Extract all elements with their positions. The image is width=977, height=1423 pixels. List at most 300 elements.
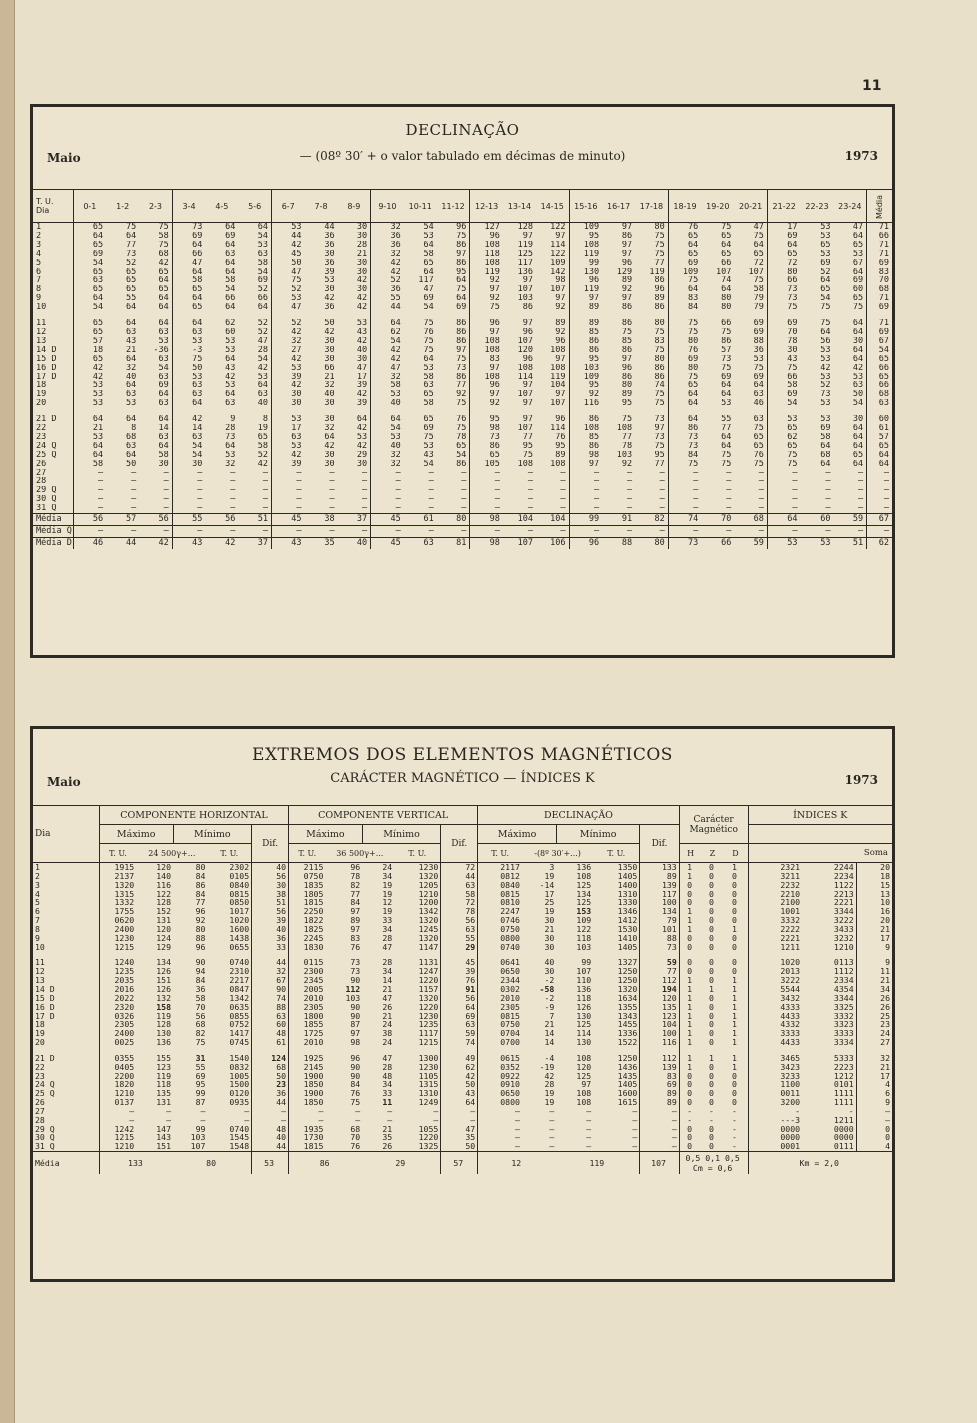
extreme-value-cell: 2345: [289, 976, 326, 985]
extreme-value-cell: 18: [856, 872, 892, 881]
day-row: [33, 967, 892, 976]
hour-value-cell: 117: [517, 258, 533, 268]
spacer-cell: [701, 408, 734, 415]
extreme-value-cell: 1: [708, 1053, 714, 1063]
hour-value-cell: 53: [257, 372, 268, 382]
hour-value-cell: 64: [172, 241, 205, 250]
extreme-value-cell: 63: [441, 881, 478, 890]
hour-value-cell: —: [362, 468, 368, 478]
day-cell: 24 Q: [35, 1080, 55, 1090]
extreme-value-cell: 20: [856, 863, 892, 872]
extreme-value-cell: 21: [856, 976, 892, 985]
hour-value-cell: 75: [456, 354, 467, 364]
hour-value-cell: 52: [271, 285, 304, 294]
hour-value-cell: —: [758, 486, 764, 496]
extreme-value-cell: 1336: [617, 1029, 638, 1039]
hour-value-cell: 65: [852, 294, 864, 304]
day-mean-cell: —: [867, 504, 892, 513]
hour-value-cell: 30: [324, 450, 335, 460]
extreme-value-cell: 112: [345, 984, 361, 994]
extreme-value-cell: 1: [679, 1029, 701, 1038]
hour-value-cell: —: [726, 477, 732, 487]
extreme-value-cell: 1935: [289, 1125, 326, 1134]
day-row: [33, 1003, 892, 1012]
hour-value-cell: 32: [371, 451, 404, 460]
extreme-value-cell: 1105: [418, 1071, 439, 1081]
hour-value-cell: 42: [371, 259, 404, 268]
hour-value-cell: 70: [767, 328, 800, 337]
hour-value-cell: 42: [356, 390, 368, 400]
hour-value-cell: 54: [73, 259, 106, 268]
hour-value-cell: 75: [668, 460, 701, 469]
extreme-value-cell: 1634: [617, 993, 638, 1003]
hour-value-cell: —: [271, 486, 304, 495]
extreme-value-cell: 0: [679, 934, 701, 943]
extreme-value-cell: 120: [156, 924, 172, 934]
day-cell: 10: [35, 942, 45, 952]
hour-value-cell: 69: [721, 372, 732, 382]
day-row: [33, 1020, 892, 1029]
hour-value-cell: 32: [225, 459, 236, 469]
hour-value-cell: 64: [721, 285, 732, 295]
day-cell: 27: [35, 1106, 45, 1116]
hour-value-cell: 80: [767, 268, 800, 277]
extreme-value-cell: —: [433, 1115, 439, 1125]
hour-value-cell: 32: [371, 250, 404, 259]
extreme-value-cell: 64: [441, 1098, 478, 1107]
extreme-value-cell: 134: [156, 958, 172, 968]
hour-value-cell: 30: [324, 336, 335, 346]
hour-value-cell: 64: [225, 267, 236, 277]
hour-value-cell: 54: [456, 450, 467, 460]
day-cell: 22: [36, 424, 47, 433]
mean-value-cell: 59: [834, 514, 867, 526]
extreme-value-cell: 0: [679, 958, 701, 967]
spacer-cell: [701, 951, 723, 958]
extreme-value-cell: 1850: [289, 1080, 326, 1089]
day-row: [33, 1107, 892, 1116]
spacer-cell: [394, 1047, 441, 1054]
day-row: [33, 872, 892, 881]
day-cell: 31 Q: [36, 504, 57, 514]
hour-value-cell: 53: [371, 390, 404, 399]
hour-value-cell: —: [857, 468, 864, 478]
hour-value-cell: 44: [324, 222, 335, 232]
hour-value-cell: 108: [569, 424, 602, 433]
extreme-value-cell: —: [200, 1106, 206, 1116]
hour-value-cell: 64: [73, 415, 106, 424]
hour-value-cell: 30: [271, 399, 304, 408]
hour-value-cell: 64: [721, 441, 732, 451]
hour-value-cell: 58: [172, 276, 205, 285]
day-cell: 1: [35, 862, 40, 872]
hour-value-cell: 96: [621, 363, 633, 373]
spacer-cell: [679, 1047, 701, 1054]
extremes-mean-row: [33, 1152, 892, 1175]
hour-value-cell: —: [172, 495, 205, 504]
extreme-value-cell: 0750: [478, 1020, 522, 1029]
spacer-cell: [867, 408, 892, 415]
spacer-cell: [173, 951, 207, 958]
hour-value-cell: 53: [73, 399, 106, 408]
hour-value-cell: 36: [324, 231, 335, 241]
hour-value-cell: 86: [569, 442, 602, 451]
mean-value-cell: 70: [701, 514, 734, 526]
hour-value-cell: 86: [456, 319, 467, 328]
spacer-cell: [602, 408, 635, 415]
hour-value-cell: 73: [668, 442, 701, 451]
spacer-cell: [338, 312, 371, 319]
spacer-cell: [593, 951, 640, 958]
extreme-value-cell: 0: [708, 1029, 714, 1039]
day-cell: 12: [35, 967, 45, 977]
mean-value-cell: 40: [338, 538, 371, 550]
hour-value-cell: 65: [852, 240, 864, 250]
extreme-value-cell: 109: [576, 916, 592, 925]
hour-value-cell: —: [659, 504, 665, 514]
day-row: [33, 1012, 892, 1021]
hour-value-cell: 95: [654, 450, 665, 460]
extreme-value-cell: 0: [708, 1062, 714, 1072]
extreme-value-cell: 1220: [418, 976, 439, 985]
day-cell: 4: [35, 889, 40, 899]
spacer-cell: [802, 951, 856, 958]
hour-value-cell: 95: [555, 441, 566, 451]
day-row: [33, 399, 892, 408]
dia-header: Dia: [36, 206, 50, 215]
hour-value-cell: 64: [225, 258, 236, 268]
hour-value-cell: 128: [517, 222, 533, 232]
extreme-value-cell: 1500: [229, 1080, 250, 1090]
extreme-value-cell: 99: [195, 1124, 206, 1134]
extreme-value-cell: —: [166, 1115, 172, 1125]
hour-value-cell: 64: [852, 459, 864, 469]
extreme-value-cell: 62: [441, 1063, 478, 1072]
extreme-value-cell: 2035: [99, 976, 136, 985]
hour-value-cell: 40: [257, 399, 268, 409]
mean-value-cell: —: [503, 526, 536, 538]
spacer-cell: [640, 1047, 679, 1054]
extreme-value-cell: 3211: [748, 872, 802, 881]
hour-value-cell: 64: [371, 415, 404, 424]
spacer-cell: [238, 408, 271, 415]
mean-row: [33, 514, 892, 526]
day-cell: 16 D: [36, 363, 57, 373]
extreme-value-cell: 0840: [478, 881, 522, 890]
day-cell: 29 Q: [35, 1124, 55, 1134]
extreme-value-cell: —: [289, 1116, 326, 1125]
z-header: Z: [701, 844, 723, 863]
hour-value-cell: —: [262, 477, 268, 487]
day-cell: 13: [36, 336, 47, 346]
hour-value-cell: —: [726, 495, 732, 505]
hour-value-cell: 40: [324, 390, 335, 400]
hour-value-cell: 78: [456, 432, 467, 442]
hour-value-cell: 69: [668, 355, 701, 364]
extreme-value-cell: 28: [382, 958, 393, 968]
hour-value-cell: 69: [423, 294, 434, 304]
extreme-value-cell: 1215: [418, 1038, 439, 1047]
extreme-value-cell: 28: [382, 933, 393, 943]
extreme-value-cell: 1211: [748, 943, 802, 952]
extreme-value-cell: 1242: [99, 1125, 136, 1134]
spacer-cell: [802, 1047, 856, 1054]
extreme-value-cell: 1405: [617, 1080, 638, 1090]
extreme-value-cell: 1210: [99, 1142, 136, 1151]
extreme-value-cell: 1330: [617, 898, 638, 908]
extreme-value-cell: -: [732, 1133, 737, 1143]
extreme-value-cell: 36: [195, 984, 206, 994]
day-row: [33, 504, 892, 513]
hour-value-cell: 64: [753, 240, 764, 250]
hour-value-cell: 75: [423, 336, 434, 346]
mean-value-cell: —: [569, 526, 602, 538]
day-row: [33, 294, 892, 303]
extreme-value-cell: 4332: [748, 1020, 802, 1029]
day-mean-cell: 69: [867, 328, 892, 337]
hour-value-cell: 53: [271, 415, 304, 424]
mean-label-cell: Média: [33, 514, 73, 526]
hour-value-cell: —: [131, 486, 137, 496]
hour-value-cell: 130: [569, 268, 602, 277]
extreme-value-cell: 90: [350, 976, 361, 985]
mean-value-cell: 106: [536, 538, 569, 550]
extreme-value-cell: 108: [576, 871, 592, 881]
extreme-value-cell: -4: [544, 1053, 555, 1063]
extreme-value-cell: 11: [856, 967, 892, 976]
hour-value-cell: 69: [852, 276, 864, 286]
extreme-value-cell: 2016: [99, 985, 136, 994]
extreme-value-cell: 10: [856, 898, 892, 907]
extreme-value-cell: 0: [732, 958, 737, 968]
hour-value-cell: —: [527, 477, 533, 487]
declination-hourly-table: [33, 189, 892, 549]
mean-value-cell: 43: [172, 538, 205, 550]
hour-value-cell: 64: [721, 381, 732, 391]
extreme-value-cell: 133: [640, 863, 679, 872]
hour-value-cell: —: [271, 477, 304, 486]
extreme-value-cell: 1315: [418, 1080, 439, 1090]
hour-value-cell: 58: [257, 258, 268, 268]
hour-value-cell: 86: [456, 372, 467, 382]
hour-header: 6-7: [271, 190, 304, 223]
hour-value-cell: 64: [852, 354, 864, 364]
hour-value-cell: 75: [271, 276, 304, 285]
hour-value-cell: 97: [569, 460, 602, 469]
day-mean-cell: —: [867, 469, 892, 478]
hour-value-cell: 75: [654, 231, 665, 241]
hour-value-cell: 96: [654, 285, 665, 295]
extreme-value-cell: 1: [732, 976, 737, 985]
hour-value-cell: 86: [456, 258, 467, 268]
hour-value-cell: 53: [356, 432, 368, 442]
hour-value-cell: 97: [456, 249, 467, 259]
hour-value-cell: 60: [852, 285, 864, 295]
extreme-value-cell: 2210: [748, 890, 802, 899]
day-row: [33, 916, 892, 925]
mean-value-cell: 80: [635, 538, 668, 550]
extreme-value-cell: 114: [576, 1029, 592, 1039]
hour-value-cell: 52: [820, 381, 831, 391]
hour-value-cell: 53: [73, 433, 106, 442]
hour-value-cell: 65: [820, 285, 831, 295]
day-mean-cell: 67: [867, 337, 892, 346]
hour-value-cell: 75: [470, 303, 503, 312]
day-cell: 10: [36, 303, 47, 313]
mean-label-cell: Média Q: [33, 526, 73, 538]
extreme-value-cell: 0405: [99, 1063, 136, 1072]
day-row: [33, 303, 892, 312]
hour-value-cell: 42: [356, 294, 368, 304]
day-row: [33, 390, 892, 399]
extreme-value-cell: 0: [708, 1020, 714, 1030]
hour-value-cell: 63: [172, 381, 205, 390]
hour-value-cell: 69: [820, 424, 831, 433]
hour-value-cell: 73: [668, 433, 701, 442]
hour-value-cell: —: [362, 477, 368, 487]
extreme-value-cell: 44: [252, 1098, 289, 1107]
extreme-value-cell: 38: [382, 1029, 393, 1039]
hour-value-cell: —: [329, 504, 335, 514]
hour-value-cell: —: [329, 495, 335, 505]
hour-value-cell: 66: [767, 276, 800, 285]
hour-value-cell: 64: [73, 442, 106, 451]
hour-value-cell: 50: [271, 259, 304, 268]
day-cell: 18: [36, 381, 47, 391]
hour-value-cell: 66: [721, 258, 732, 268]
hour-value-cell: 73: [654, 415, 665, 425]
extreme-value-cell: 0: [679, 1125, 701, 1134]
hour-value-cell: 95: [522, 441, 533, 451]
mean-d-dif-cell: 107: [640, 1152, 679, 1175]
mean-value-cell: 51: [238, 514, 271, 526]
hour-value-cell: 75: [721, 363, 732, 373]
mean-value-cell: 43: [271, 538, 304, 550]
hour-value-cell: -3: [172, 346, 205, 355]
mean-value-cell: 68: [734, 514, 767, 526]
hour-value-cell: 42: [225, 372, 236, 382]
extreme-value-cell: 16: [856, 907, 892, 916]
hour-value-cell: 60: [225, 327, 236, 337]
hour-value-cell: 74: [721, 276, 732, 286]
hour-value-cell: 107: [550, 285, 566, 295]
hour-header: 1-2: [106, 190, 139, 223]
hour-header: 21-22: [767, 190, 800, 223]
spacer-cell: [701, 1047, 723, 1054]
extreme-value-cell: 124: [156, 933, 172, 943]
spacer-cell: [748, 951, 802, 958]
hour-value-cell: 53: [423, 363, 434, 373]
day-row: [33, 328, 892, 337]
hour-value-cell: 42: [271, 355, 304, 364]
extreme-value-cell: 64: [441, 1003, 478, 1012]
mean-value-cell: 42: [139, 538, 172, 550]
day-cell: 11: [35, 958, 45, 968]
hour-value-cell: 97: [621, 222, 633, 232]
extreme-value-cell: 56: [252, 872, 289, 881]
hour-header: 8-9: [338, 190, 371, 223]
extreme-value-cell: 50: [252, 1072, 289, 1081]
hour-value-cell: 78: [767, 337, 800, 346]
hour-value-cell: 64: [753, 381, 764, 391]
hour-value-cell: 42: [371, 355, 404, 364]
extreme-value-cell: —: [355, 1115, 361, 1125]
hour-value-cell: —: [758, 495, 764, 505]
day-cell: 8: [36, 285, 42, 295]
extreme-value-cell: 89: [640, 1098, 679, 1107]
hour-value-cell: —: [668, 504, 701, 513]
hour-value-cell: 30: [158, 459, 169, 469]
hour-value-cell: 64: [456, 276, 467, 286]
extreme-value-cell: 4: [856, 1080, 892, 1089]
hour-value-cell: 63: [172, 390, 205, 399]
spacer-cell: [99, 1047, 136, 1054]
hour-value-cell: 84: [668, 451, 701, 460]
hour-value-cell: 65: [73, 285, 106, 294]
extreme-value-cell: —: [632, 1124, 638, 1134]
extreme-value-cell: 1310: [418, 1089, 439, 1099]
hour-value-cell: 18: [73, 346, 106, 355]
day-cell: 14 D: [36, 345, 57, 355]
hour-value-cell: —: [230, 504, 236, 514]
hour-value-cell: 92: [555, 303, 566, 313]
extreme-value-cell: 1215: [99, 1133, 136, 1142]
day-mean-cell: 66: [867, 381, 892, 390]
spacer-cell: [305, 408, 338, 415]
extreme-value-cell: 108: [576, 1089, 592, 1099]
day-row: [33, 1125, 892, 1134]
extreme-value-cell: 0000: [833, 1133, 854, 1143]
maximum-header: Máximo: [99, 825, 173, 844]
hour-value-cell: 119: [470, 268, 503, 277]
extreme-value-cell: 1: [679, 1063, 701, 1072]
hour-value-cell: —: [569, 486, 602, 495]
hour-value-cell: 76: [555, 432, 566, 442]
hour-value-cell: 69: [423, 424, 434, 433]
hour-value-cell: 63: [158, 372, 169, 382]
extreme-value-cell: 1435: [617, 1071, 638, 1081]
extreme-value-cell: 26: [856, 994, 892, 1003]
extreme-value-cell: 1: [732, 862, 737, 872]
extreme-value-cell: 0815: [478, 1012, 522, 1021]
extreme-value-cell: 0615: [478, 1054, 522, 1063]
extreme-value-cell: 0: [708, 976, 714, 985]
extreme-value-cell: 1725: [289, 1029, 326, 1038]
hour-value-cell: 30: [324, 345, 335, 355]
hour-value-cell: 73: [225, 432, 236, 442]
hour-value-cell: 63: [753, 390, 764, 400]
extreme-value-cell: 56: [441, 916, 478, 925]
extreme-value-cell: 2213: [833, 889, 854, 899]
extreme-value-cell: 76: [350, 942, 361, 952]
day-cell: 7: [36, 276, 42, 286]
spacer-cell: [172, 408, 205, 415]
extreme-value-cell: 72: [441, 898, 478, 907]
hour-value-cell: 64: [820, 276, 831, 286]
spacer-cell: [106, 312, 139, 319]
extreme-value-cell: 34: [856, 985, 892, 994]
mean-value-cell: 64: [767, 514, 800, 526]
day-mean-cell: 61: [867, 424, 892, 433]
extreme-value-cell: 88: [195, 933, 206, 943]
spacer-cell: [271, 312, 304, 319]
hour-value-cell: —: [767, 504, 800, 513]
spacer-cell: [556, 1047, 593, 1054]
hour-value-cell: 75: [172, 355, 205, 364]
hour-value-cell: 53: [852, 249, 864, 259]
hour-value-cell: 78: [621, 441, 633, 451]
hour-value-cell: 97: [470, 285, 503, 294]
